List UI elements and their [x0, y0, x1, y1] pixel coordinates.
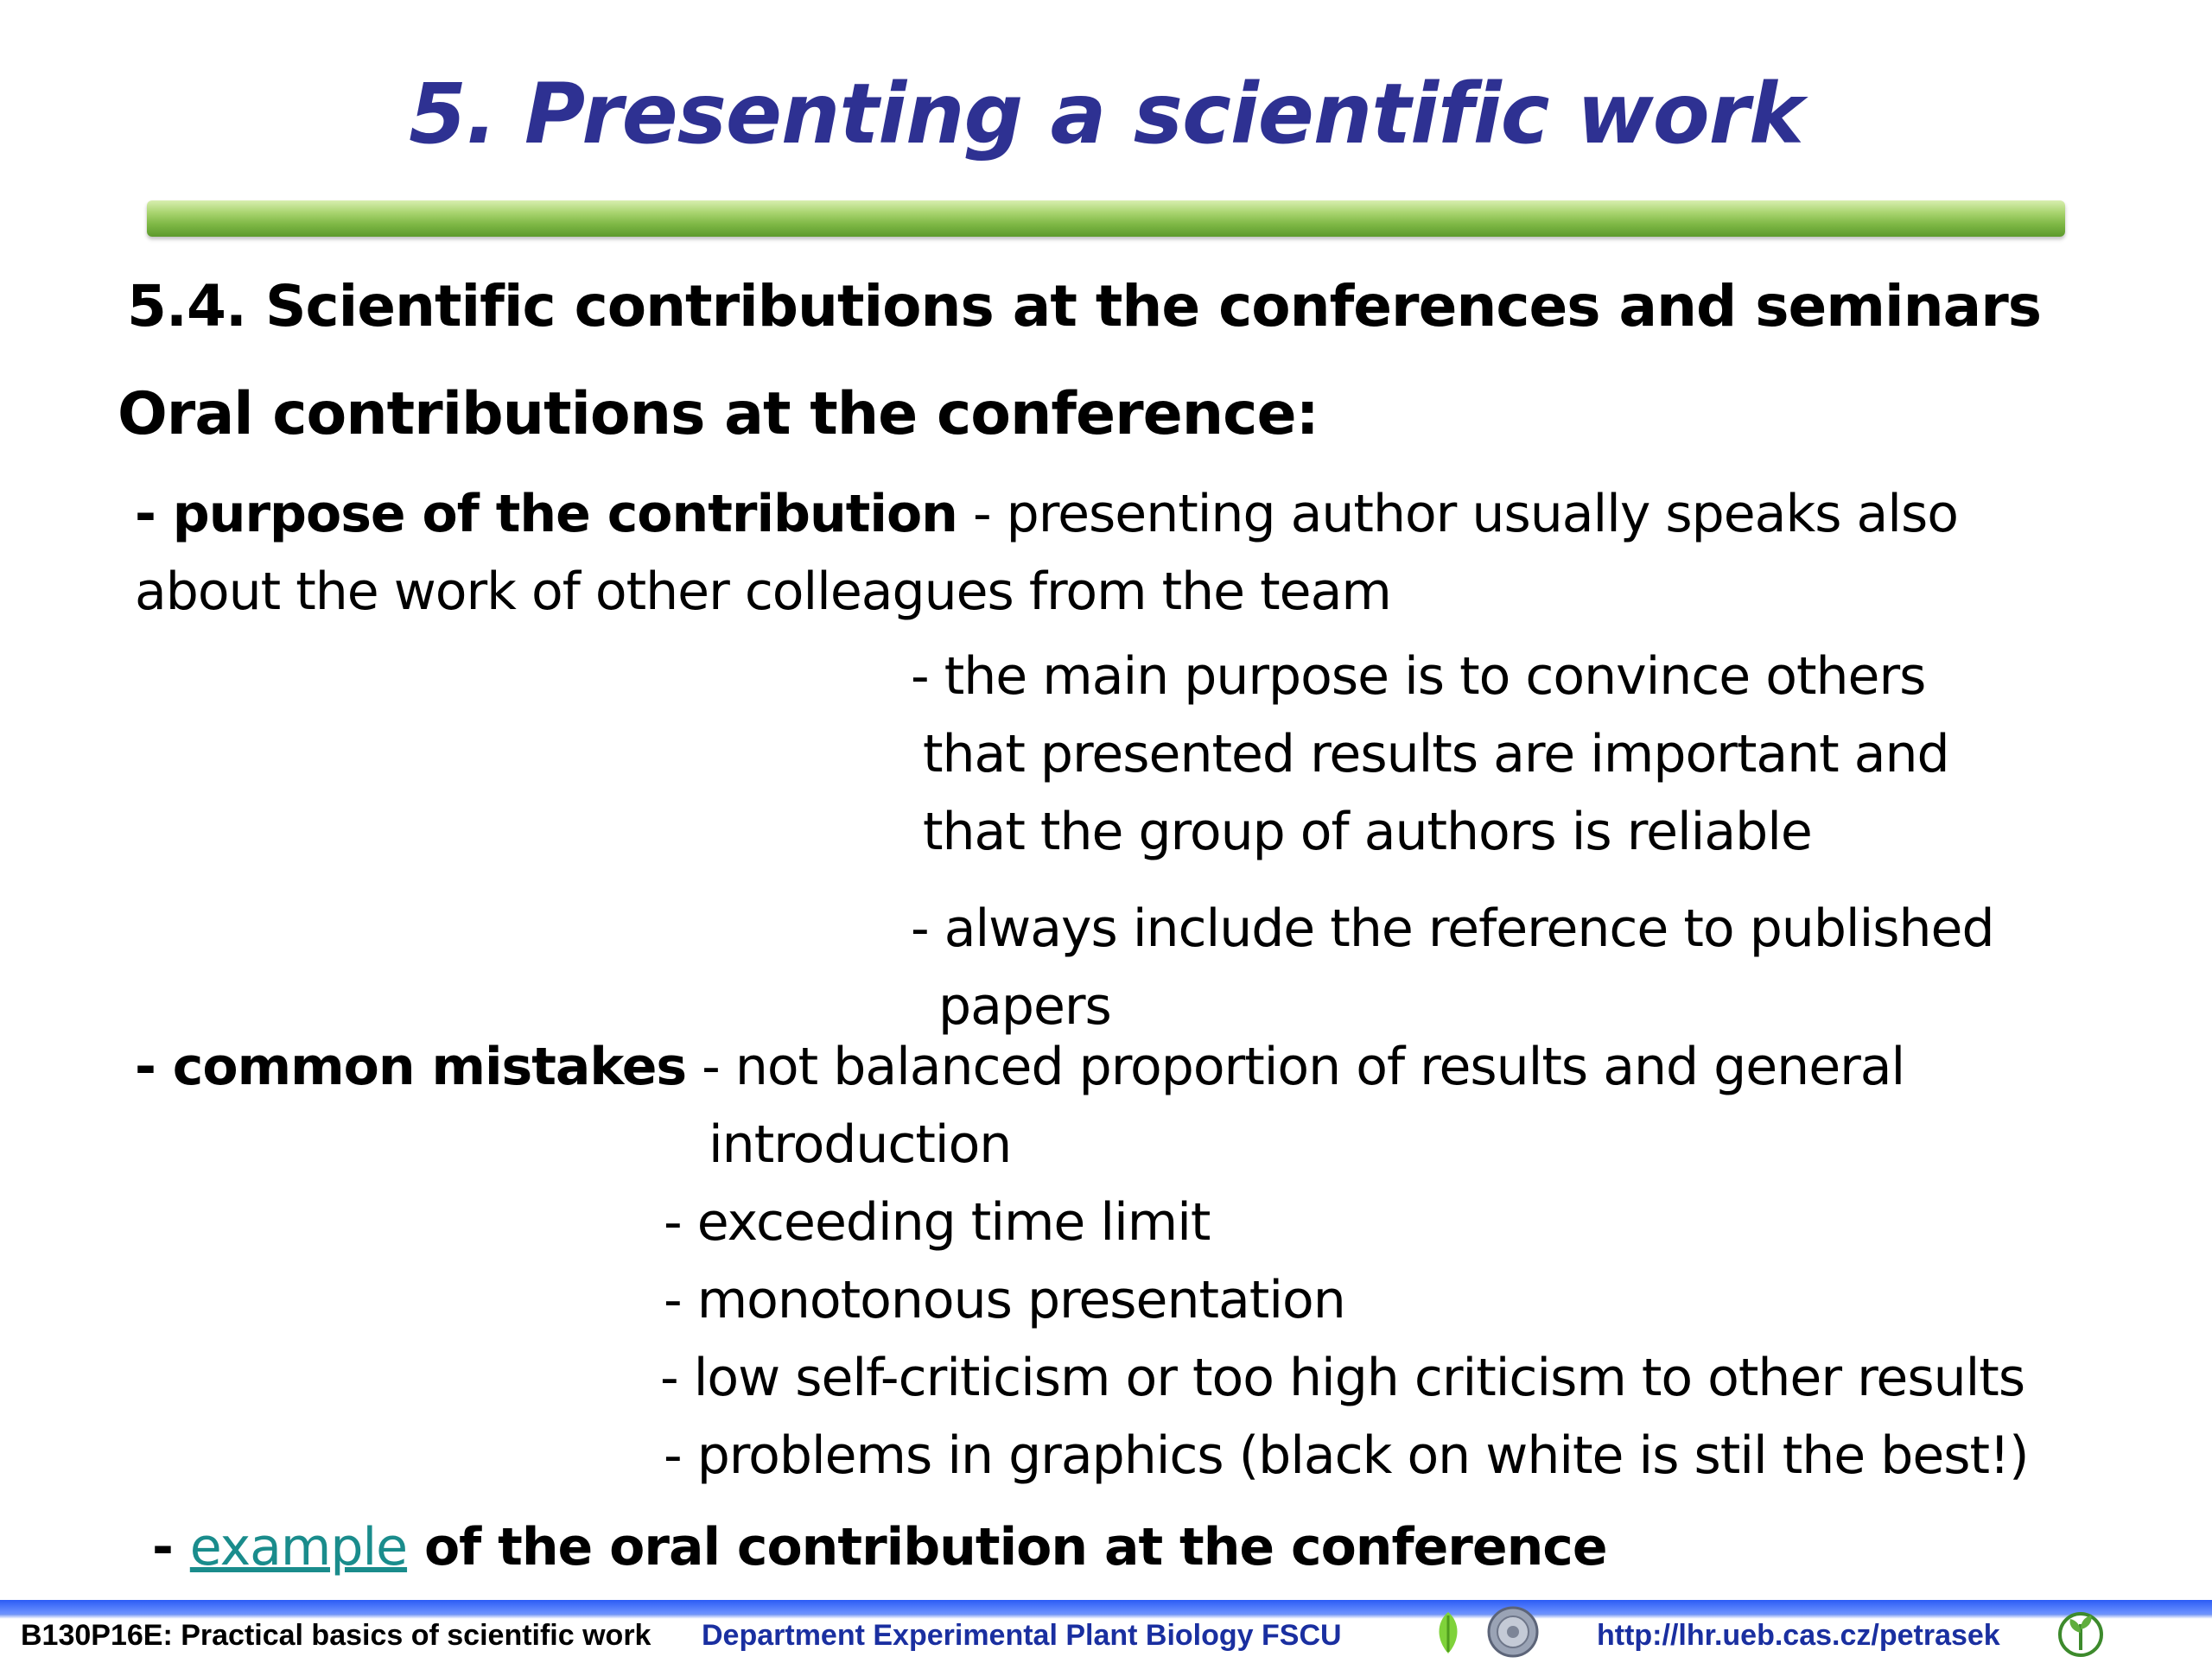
- footer-url[interactable]: http://lhr.ueb.cas.cz/petrasek: [1597, 1619, 2000, 1652]
- university-seal-icon: [1483, 1605, 1543, 1659]
- mistakes-item-1-line-2: introduction: [709, 1114, 1012, 1175]
- mistakes-item-2: - exceeding time limit: [664, 1192, 1211, 1253]
- purpose-point-2-line-1: - always include the reference to published: [911, 898, 1994, 959]
- mistakes-line-1: [135, 1037, 1904, 1097]
- footer-course: B130P16E: Practical basics of scientific work: [21, 1619, 652, 1652]
- example-prefix: -: [152, 1517, 190, 1577]
- purpose-line-1: [135, 484, 1958, 544]
- mistakes-label: - common mistakes: [135, 1037, 687, 1097]
- mistakes-item-5: - problems in graphics (black on white is stil the best!): [664, 1425, 2029, 1486]
- footer-department: Department Experimental Plant Biology FSCU: [702, 1619, 1342, 1652]
- section-heading: 5.4. Scientific contributions at the conferences and seminars: [127, 273, 2042, 340]
- plant-logo-icon: [2053, 1605, 2108, 1659]
- mistakes-item-4: - low self-criticism or too high criticism to other results: [660, 1348, 2025, 1408]
- example-suffix: of the oral contribution at the conference: [407, 1517, 1607, 1577]
- purpose-point-1-line-2: that presented results are important and: [923, 724, 1949, 784]
- purpose-text-1: - presenting author usually speaks also: [957, 484, 1958, 544]
- example-link[interactable]: example: [189, 1517, 408, 1577]
- purpose-point-1-line-1: - the main purpose is to convince others: [911, 646, 1926, 707]
- mistakes-item-1-line-1: - not balanced proportion of results and general: [686, 1037, 1905, 1097]
- purpose-label: - purpose of the contribution: [135, 484, 957, 544]
- leaf-icon: [1431, 1609, 1465, 1657]
- sub-heading: Oral contributions at the conference:: [118, 380, 1319, 448]
- mistakes-item-3: - monotonous presentation: [664, 1270, 1345, 1330]
- purpose-point-1-line-3: that the group of authors is reliable: [923, 802, 1812, 862]
- title-divider: [147, 200, 2065, 237]
- example-line: [152, 1517, 1607, 1577]
- purpose-line-2: about the work of other colleagues from the team: [135, 562, 1391, 622]
- slide-title: 5. Presenting a scientific work: [409, 66, 1803, 162]
- footer-top-stripe: [0, 1600, 2212, 1614]
- purpose-point-2-line-2: papers: [938, 976, 1111, 1037]
